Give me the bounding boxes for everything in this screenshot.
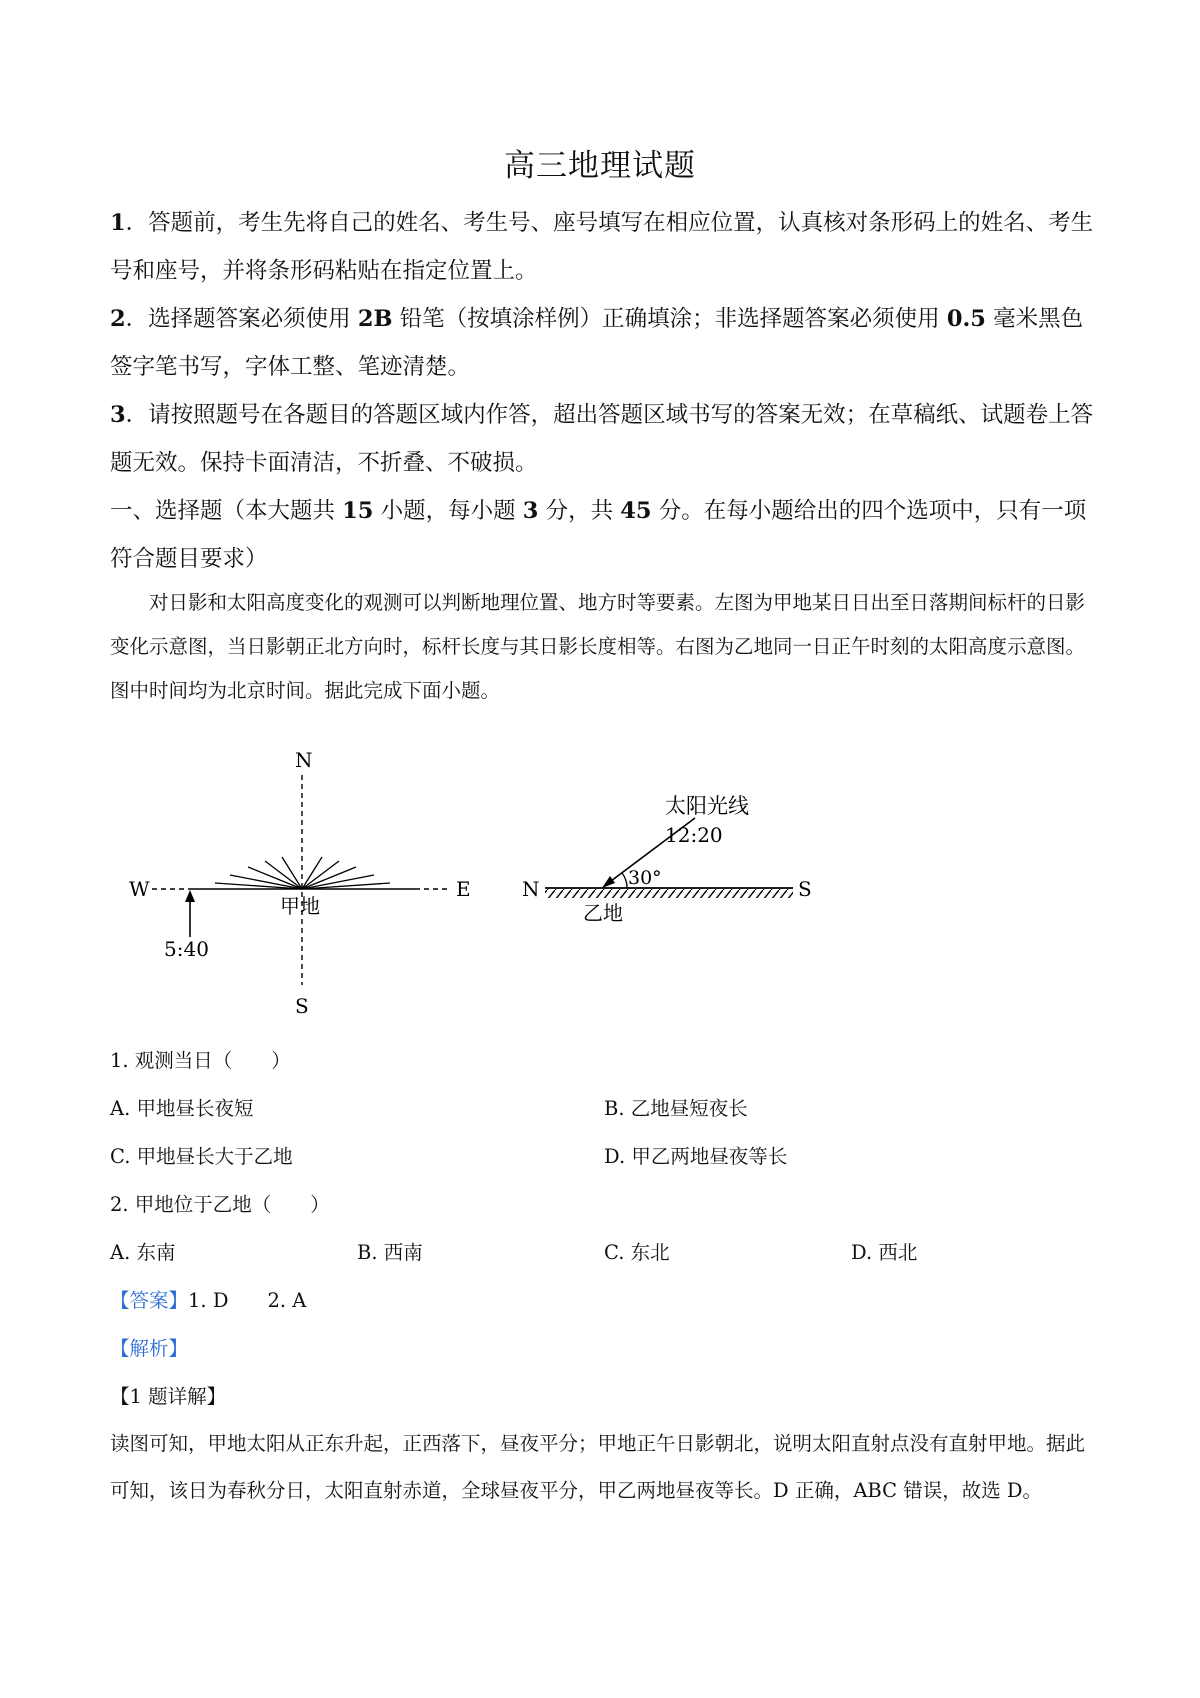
- ground-hatching: [545, 889, 793, 898]
- answer-text: 1. D 2. A: [188, 1289, 307, 1312]
- instruction-text: 毫米黑色签字笔书写，字体工整、笔迹清楚。: [110, 306, 1084, 380]
- detail-label: 【1 题详解】: [110, 1385, 227, 1408]
- question-1-stem: 1. 观测当日（ ）: [110, 1049, 291, 1072]
- instruction-text: ．选择题答案必须使用: [125, 306, 358, 332]
- section-text: 分。在每小题给出的四个选项中，只有一项符合题目要求）: [110, 498, 1087, 572]
- angle-arc: [622, 873, 627, 888]
- q2-option-c[interactable]: C. 东北: [604, 1241, 670, 1264]
- instruction-number: 2: [110, 306, 126, 332]
- section-number: 45: [620, 498, 652, 524]
- time-label-noon: 12:20: [665, 823, 723, 847]
- instruction-text: ．请按照题号在各题目的答题区域内作答，超出答题区域书写的答案无效；在草稿纸、试题卷上答题无效。保持卡面清洁，不折叠、不破损。: [110, 402, 1094, 476]
- label-n: N: [295, 748, 313, 772]
- solar-altitude-diagram: [515, 780, 825, 930]
- arrow-head-icon: [185, 890, 195, 902]
- detail-text: 读图可知，甲地太阳从正东升起，正西落下，昼夜平分；甲地正午日影朝北，说明太阳直射点没有直射甲地。据此可知，该日为春秋分日，太阳直射赤道，全球昼夜平分，甲乙两地昼夜等长。D 正确，ABC 错误，故选 D。: [110, 1432, 1086, 1502]
- q2-option-a[interactable]: A. 东南: [110, 1241, 176, 1264]
- q1-option-c[interactable]: C. 甲地昼长大于乙地: [110, 1145, 293, 1168]
- analysis-line: [110, 1334, 188, 1364]
- label-n: N: [522, 877, 540, 901]
- label-w: W: [129, 877, 150, 901]
- answer-line: [110, 1286, 306, 1316]
- time-label-sunrise: 5:40: [164, 937, 209, 961]
- q2-option-d[interactable]: D. 西北: [851, 1241, 918, 1264]
- section-heading: [110, 487, 1095, 583]
- section-text: 分，共: [538, 498, 621, 524]
- section-number: 3: [522, 498, 539, 524]
- q1-option-a[interactable]: A. 甲地昼长夜短: [110, 1097, 254, 1120]
- section-number: 15: [342, 498, 374, 524]
- label-s: S: [295, 994, 309, 1018]
- page-title: 高三地理试题: [504, 148, 696, 184]
- instruction-bold: 0.5: [946, 306, 986, 332]
- answer-label: 【答案】: [110, 1289, 189, 1312]
- q1-option-d[interactable]: D. 甲乙两地昼夜等长: [604, 1145, 788, 1168]
- instruction-1: [110, 199, 1095, 295]
- instruction-text: 铅笔（按填涂样例）正确填涂；非选择题答案必须使用: [392, 306, 947, 332]
- label-e: E: [456, 877, 471, 901]
- instruction-number: 3: [110, 402, 126, 428]
- question-2-stem: 2. 甲地位于乙地（ ）: [110, 1193, 330, 1216]
- ray-arrow-icon: [602, 876, 615, 888]
- q1-option-b[interactable]: B. 乙地昼短夜长: [604, 1097, 748, 1120]
- q2-option-b[interactable]: B. 西南: [357, 1241, 423, 1264]
- analysis-label: 【解析】: [110, 1337, 189, 1360]
- shadow-diagram: [120, 745, 480, 1025]
- instruction-number: 1: [110, 210, 126, 236]
- ray-label: 太阳光线: [665, 794, 749, 818]
- section-text: 一、选择题（本大题共: [110, 498, 343, 524]
- instruction-3: [110, 391, 1095, 487]
- label-s: S: [798, 877, 812, 901]
- material-paragraph: 对日影和太阳高度变化的观测可以判断地理位置、地方时等要素。左图为甲地某日日出至日落期间标杆的日影变化示意图，当日影朝正北方向时，标杆长度与其日影长度相等。右图为乙地同一日正午时刻的太阳高度示意图。图中时间均为北京时间。据此完成下面小题。: [110, 591, 1086, 702]
- place-label-jia: 甲地: [280, 894, 320, 918]
- section-text: 小题，每小题: [373, 498, 523, 524]
- place-label-yi: 乙地: [583, 901, 623, 925]
- instruction-bold: 2B: [357, 306, 393, 332]
- instruction-text: ．答题前，考生先将自己的姓名、考生号、座号填写在相应位置，认真核对条形码上的姓名、考生号和座号，并将条形码粘贴在指定位置上。: [110, 210, 1094, 284]
- instruction-2: [110, 295, 1095, 391]
- angle-label: 30°: [628, 867, 662, 889]
